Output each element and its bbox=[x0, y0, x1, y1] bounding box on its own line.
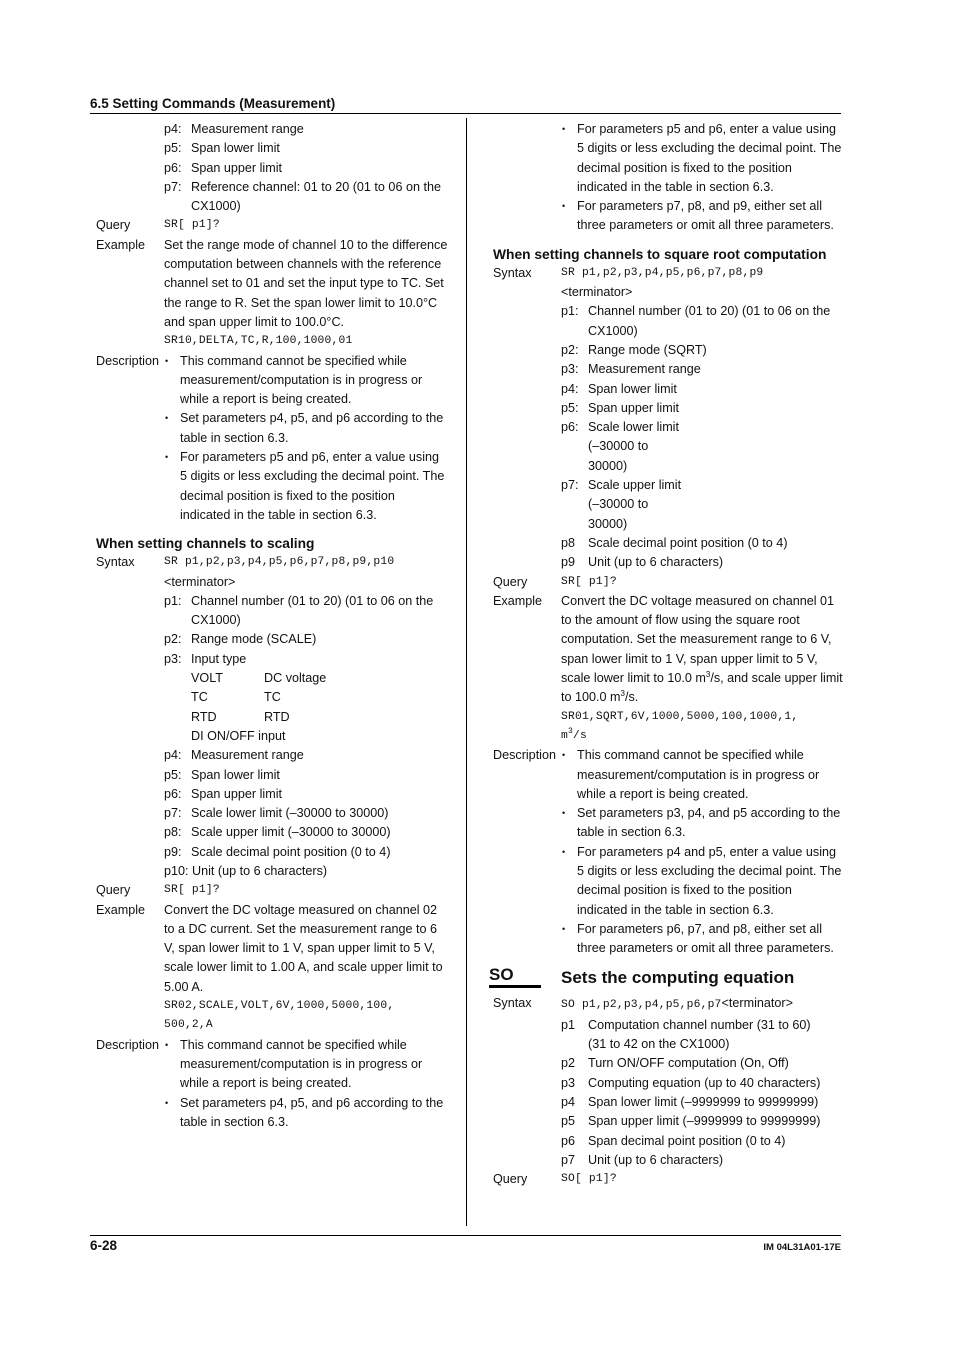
bullet-item: • Set parameters p4, p5, and p6 according to the table in section 6.3. bbox=[165, 1095, 444, 1129]
description-continued bbox=[561, 120, 843, 236]
example-text: Set the range mode of channel 10 to the difference computation between channels with the reference channel set to 01 and set the input type to TC. Set the range to R. Set the span lower limit to 10.0°C and span upper limit to 100.0°C. bbox=[164, 237, 448, 329]
page-number: 6-28 bbox=[90, 1238, 118, 1253]
param-item: p5: Span lower limit bbox=[164, 141, 280, 156]
syntax-row: Syntax SR p1,p2,p3,p4,p5,p6,p7,p8,p9,p10 <terminator> bbox=[96, 553, 448, 592]
syntax-row: Syntax SR p1,p2,p3,p4,p5,p6,p7,p8,p9 <terminator> p1: Channel number (01 to 20) (01 to 06 on the CX1000) p2: Range mode (SQRT) p3: Measurement range p4: Span lower limit p5: Span upper limit p6: Scale lower limit (–30000 to 30000) p7: Scale upper limit (–30000 to 30000) p8 Scale decimal point position (0 to 4) p9 Unit (up to 6 characters) bbox=[493, 264, 843, 573]
query-row: Query SO[ p1]? bbox=[493, 1170, 843, 1189]
bullet-item: • Set parameters p4, p5, and p6 according to the table in section 6.3. bbox=[165, 411, 444, 445]
params-top bbox=[164, 120, 448, 216]
query-code: SR[ p1]? bbox=[561, 575, 617, 588]
bullet-item: • This command cannot be specified while measurement/computation is in progress or while a report is being created. bbox=[165, 1037, 423, 1091]
query-code: SR[ p1]? bbox=[164, 219, 220, 232]
scaling-params: p1: Channel number (01 to 20) (01 to 06 on the CX1000) p2: Range mode (SCALE) p3: Input type VOLT DC voltage TC TC RTD RTD DI ON/OFF input p4: Measurement range p5: Span lower limit p6: Span upper limit p7: Scale lower limit (–30000 to 30000) p8: Scale upper limit (–30000 to 30000) p9: Scale decimal point position (0 to 4) p10: Unit (up to 6 characters) bbox=[164, 592, 448, 881]
header-rule bbox=[90, 113, 841, 114]
description-row: Description • This command cannot be specified while measurement/computation is in progress or while a report is being created. • Set parameters p4, p5, and p6 according to the table in section 6.3. bbox=[96, 1036, 448, 1132]
param-item: p4: Measurement range bbox=[164, 122, 304, 136]
bullet-item: • For parameters p5 and p6, enter a value using 5 digits or less excluding the decimal point. The decimal position is fixed to the position indicated in the table in section 6.3. bbox=[165, 450, 445, 522]
subsection-title-sqrt: When setting channels to square root computation bbox=[493, 246, 827, 262]
example-text: Convert the DC voltage measured on channel 01 to the amount of flow using the square root computation. Set the measurement range to 6 V, span lower limit to 1 V, span upper limit to 5 V, scale lower limit to 10.0 $m^3/s$, and scale upper limit to 100.0 $m^3/s$. bbox=[561, 593, 843, 705]
column-divider bbox=[466, 118, 467, 1226]
right-column bbox=[489, 120, 843, 1189]
example-code: SR01,SQRT,6V,1000,5000,100,1000,1, bbox=[561, 710, 799, 723]
input-type-item: RTD RTD bbox=[191, 709, 290, 724]
example-row: Example Convert the DC voltage measured on channel 02 to a DC current. Set the measurement range to 6 V, span lower limit to 1 V, span upper limit to 5 V, scale lower limit to 1.00 A, and scale upper limit to 5.00 A. SR02,SCALE,VOLT,6V,1000,5000,100, 500,2,A bbox=[96, 901, 448, 1036]
subsection-title-scaling: When setting channels to scaling bbox=[96, 536, 315, 552]
input-type-item: VOLT DC voltage bbox=[191, 671, 327, 686]
example-code: 500,2,A bbox=[164, 1019, 213, 1032]
bullet-item: • Set parameters p3, p4, and p5 according to the table in section 6.3. bbox=[562, 806, 841, 840]
footer-rule bbox=[90, 1235, 841, 1236]
bullet-item: • For parameters p4 and p5, enter a value using 5 digits or less excluding the decimal point. The decimal position is fixed to the position indicated in the table in section 6.3. bbox=[562, 844, 842, 917]
query-row: Query SR[ p1]? bbox=[493, 573, 843, 592]
query-row: Query SR[ p1]? bbox=[96, 881, 448, 900]
syntax-code: SR p1,p2,p3,p4,p5,p6,p7,p8,p9 bbox=[561, 266, 764, 279]
so-section-heading bbox=[489, 960, 843, 988]
bullet-item: • For parameters p6, p7, and p8, either set all three parameters or omit all three parameters. bbox=[562, 921, 834, 956]
bullet-item: • This command cannot be specified while measurement/computation is in progress or while a report is being created. bbox=[165, 353, 423, 407]
example-row: Example Set the range mode of channel 10 to the difference computation between channels with the reference channel set to 01 and set the input type to TC. Set the range to R. Set the span lower limit to 10.0°C and span upper limit to 100.0°C. SR10,DELTA,TC,R,100,1000,01 bbox=[96, 236, 448, 352]
syntax-code: SR p1,p2,p3,p4,p5,p6,p7,p8,p9,p10 bbox=[164, 556, 395, 569]
example-code: SR10,DELTA,TC,R,100,1000,01 bbox=[164, 335, 353, 348]
input-type-item: TC TC bbox=[191, 690, 281, 705]
param-item: p6: Span upper limit bbox=[164, 160, 283, 175]
bullet-item: • For parameters p7, p8, and p9, either set all three parameters or omit all three parameters. bbox=[562, 199, 834, 233]
example-code: SR02,SCALE,VOLT,6V,1000,5000,100, bbox=[164, 1000, 395, 1013]
document-id: IM 04L31A01-17E bbox=[763, 1242, 841, 1253]
section-header: 6.5 Setting Commands (Measurement) bbox=[90, 96, 336, 111]
bullet-item: • This command cannot be specified while measurement/computation is in progress or while a report is being created. bbox=[562, 748, 820, 801]
example-code: $m^3/s$ bbox=[561, 727, 587, 742]
left-column bbox=[96, 120, 448, 1132]
query-row: Query SR[ p1]? bbox=[96, 216, 448, 235]
query-code: SR[ p1]? bbox=[164, 884, 220, 897]
example-row: Example Convert the DC voltage measured on channel 01 to the amount of flow using the square root computation. Set the measurement range to 6 V, span lower limit to 1 V, span upper limit to 5 V, scale lower limit to 10.0 $m^3/s$, and scale upper limit to 100.0 $m^3/s$. SR01,SQRT,6V,1000,5000,100,1000,1, $m^3/s$ bbox=[493, 592, 843, 746]
command-code: SO bbox=[489, 965, 541, 988]
description-row: Description • This command cannot be specified while measurement/computation is in progress or while a report is being created. • Set parameters p4, p5, and p6 according to the table in section 6.3. • For parameters p5 and p6, enter a value using 5 digits or less excluding the decimal point. The decimal position is fixed to the position indicated in the table in section 6.3. bbox=[96, 352, 448, 526]
query-code: SO[ p1]? bbox=[561, 1173, 617, 1186]
description-row: Description • This command cannot be specified while measurement/computation is in progress or while a report is being created. • Set parameters p3, p4, and p5 according to the table in section 6.3. • For parameters p4 and p5, enter a value using 5 digits or less excluding the decimal point. The decimal position is fixed to the position indicated in the table in section 6.3. • For parameters p6, p7, and p8, either set all three parameters or omit all three parameters. bbox=[493, 746, 843, 958]
syntax-code: SO p1,p2,p3,p4,p5,p6,p7 bbox=[561, 999, 722, 1012]
example-text: Convert the DC voltage measured on channel 02 to a DC current. Set the measurement range to 6 V, span lower limit to 1 V, span upper limit to 5 V, scale lower limit to 1.00 A, and scale upper limit to 5.00 A. bbox=[164, 902, 443, 994]
bullet-item: • For parameters p5 and p6, enter a value using 5 digits or less excluding the decimal point. The decimal position is fixed to the position indicated in the table in section 6.3. bbox=[562, 122, 842, 194]
input-type-item: DI ON/OFF input bbox=[191, 728, 286, 743]
syntax-row: Syntax SO p1,p2,p3,p4,p5,p6,p7<terminator> p1 Computation channel number (31 to 60) (31 to 42 on the CX1000) p2 Turn ON/OFF computation (On, Off) p3 Computing equation (up to 40 characters) p4 Span lower limit (–9999999 to 99999999) p5 Span upper limit (–9999999 to 99999999) p6 Span decimal point position (0 to 4) p7 Unit (up to 6 characters) bbox=[493, 996, 821, 1167]
command-title: Sets the computing equation bbox=[561, 968, 795, 988]
param-item: p7: Reference channel: 01 to 20 (01 to 06 on the CX1000) bbox=[164, 179, 441, 214]
